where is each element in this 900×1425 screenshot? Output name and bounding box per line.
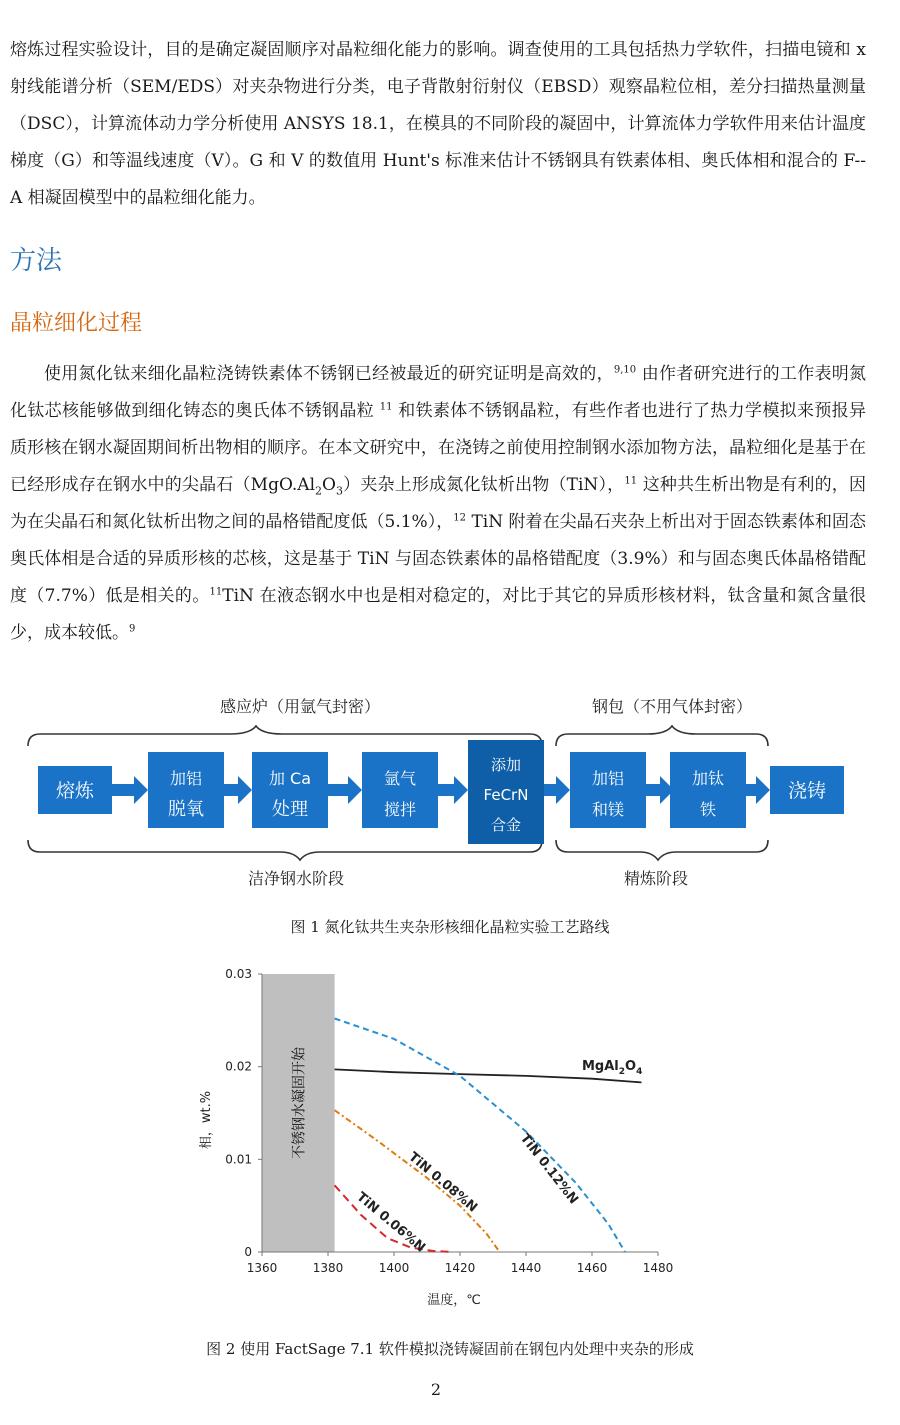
brace-top-right <box>556 726 768 746</box>
svg-text:添加: 添加 <box>490 756 522 774</box>
step-al-mg <box>570 752 646 828</box>
svg-text:加钛: 加钛 <box>691 769 725 788</box>
step-al-deoxidation <box>148 752 224 828</box>
subsection-heading: 晶粒细化过程 <box>10 311 143 336</box>
body-text: TiN 附着在尖晶石夹杂上析出对于固态铁素体和固态奥氏体相是合适的异质形核的芯核，这是基于 TiN 与固态铁素体的晶格错配度（3.9%）和与固态奥氏体晶格错配度（7.7%）低是相关的。 <box>10 512 866 606</box>
flow-arrow <box>438 776 468 804</box>
citation: 11 <box>209 586 223 598</box>
x-tick-label: 1460 <box>576 1261 608 1275</box>
flow-arrow <box>328 776 362 804</box>
group-label-induction-furnace: 感应炉（用氩气封密） <box>219 697 381 716</box>
series-label-mgal2o4: $MgAl_2O_4$ <box>582 1059 643 1077</box>
citation: 9,10 <box>613 364 637 376</box>
subscript: 2 <box>315 484 323 498</box>
body-text: TiN 在液态钢水中也是相对稳定的，对比于其它的异质形核材料，钛含量和氮含量很少，成本较低。 <box>10 586 866 643</box>
svg-text:处理: 处理 <box>272 799 308 820</box>
band-label: 不锈钢水凝固开始 <box>291 1047 308 1159</box>
citation: 12 <box>453 512 467 524</box>
y-tick-label: 0 <box>244 1245 252 1259</box>
intro-paragraph <box>10 32 866 217</box>
citation: 11 <box>624 475 638 487</box>
flow-arrow <box>112 776 148 804</box>
svg-text:脱氧: 脱氧 <box>168 799 204 820</box>
step-ca-treatment <box>252 752 328 828</box>
brace-bottom-left <box>28 840 542 860</box>
svg-text:搅拌: 搅拌 <box>383 800 417 819</box>
x-tick-label: 1480 <box>642 1261 674 1275</box>
svg-text:FeCrN: FeCrN <box>483 786 529 804</box>
y-tick-label: 0.01 <box>225 1152 252 1167</box>
body-text: 使用氮化钛来细化晶粒浇铸铁素体不锈钢已经被最近的研究证明是高效的， <box>44 364 614 384</box>
brace-top-left <box>28 726 542 746</box>
process-flow-diagram <box>0 690 900 900</box>
series-label-tin-006: TiN 0.06%N <box>353 1189 428 1256</box>
flow-arrow <box>544 776 570 804</box>
body-text: 和铁素体不锈钢晶粒，有些作者也进行了热力学模拟来预报异质形核在钢水凝固期间析出物相的顺序。在本文研究中，在浇铸之前使用控制钢水添加物方法，晶粒细化是基于在已经形成存在钢水中的尖晶石（MgO.Al <box>10 401 866 495</box>
step-casting <box>770 766 844 814</box>
svg-text:加 Ca: 加 Ca <box>268 769 312 788</box>
svg-text:浇铸: 浇铸 <box>787 780 827 802</box>
x-tick-label: 1420 <box>444 1261 476 1275</box>
y-tick-label: 0.03 <box>225 967 252 981</box>
svg-text:熔炼: 熔炼 <box>55 780 95 802</box>
section-heading: 方法 <box>10 246 63 276</box>
series-label-tin-008: TiN 0.08%N <box>405 1149 480 1216</box>
body-text: O <box>322 475 336 495</box>
group-label-refining: 精炼阶段 <box>623 869 689 888</box>
flow-arrow <box>646 776 674 804</box>
x-tick-label: 1400 <box>378 1261 410 1275</box>
body-text: ）夹杂上形成氮化钛析出物（TiN）， <box>342 475 625 495</box>
svg-text:合金: 合金 <box>490 816 522 834</box>
flow-arrow <box>746 776 770 804</box>
body-paragraph <box>10 356 866 652</box>
citation: 9 <box>129 623 136 635</box>
y-axis-label: 相，wt.% <box>199 1090 214 1150</box>
body-text: 这种共生析出物是有利的，因为在尖晶石和氮化钛析出物之间的晶格错配度低（5.1%）， <box>10 475 866 532</box>
x-tick-label: 1440 <box>510 1261 542 1275</box>
step-ti-fe <box>670 752 746 828</box>
x-tick-label: 1380 <box>312 1261 344 1275</box>
series-label-tin-012: TiN 0.12%N <box>516 1131 581 1208</box>
brace-bottom-right <box>556 840 768 860</box>
phase-chart <box>180 960 720 1320</box>
page-number: 2 <box>430 1380 442 1399</box>
figure1-caption: 图 1 氮化钛共生夹杂形核细化晶粒实验工艺路线 <box>290 918 610 936</box>
x-tick-label: 1360 <box>246 1261 278 1275</box>
group-label-clean-steel: 洁净钢水阶段 <box>247 869 345 888</box>
intro-text: 熔炼过程实验设计，目的是确定凝固顺序对晶粒细化能力的影响。调查使用的工具包括热力学软件，扫描电镜和 x 射线能谱分析（SEM/EDS）对夹杂物进行分类，电子背散射衍射仪（EBSD）观察晶粒位相，差分扫描热量测量（DSC），计算流体动力学分析使用 ANSYS 18.1，在模具的不同阶段的凝固中，计算流体力学软件用来估计温度梯度（G）和等温线速度（V）。G 和 V 的数值用 Hunt's 标准来估计不锈钢具有铁素体相、奥氏体相和混合的 F--A 相凝固模型中的晶粒细化能力。 <box>10 40 866 208</box>
svg-text:铁: 铁 <box>699 800 717 819</box>
series-line-2 <box>335 1110 500 1252</box>
svg-text:氩气: 氩气 <box>383 769 417 788</box>
body-text: 由作者研究进行的工作表明氮化钛芯核能够做到细化铸态的奥氏体不锈钢晶粒 <box>10 364 866 421</box>
subscript: 3 <box>335 484 343 498</box>
y-tick-label: 0.02 <box>225 1059 252 1074</box>
group-label-ladle: 钢包（不用气体封密） <box>591 697 753 716</box>
citation: 11 <box>379 401 393 413</box>
step-melting <box>38 766 112 814</box>
flow-arrow <box>224 776 252 804</box>
figure2-caption: 图 2 使用 FactSage 7.1 软件模拟浇铸凝固前在钢包内处理中夹杂的形成 <box>206 1340 694 1358</box>
step-argon-stirring <box>362 752 438 828</box>
svg-text:加铝: 加铝 <box>169 769 203 788</box>
step-add-fecrn <box>468 740 544 844</box>
x-axis-label: 温度，℃ <box>427 1293 481 1308</box>
svg-text:和镁: 和镁 <box>591 800 625 819</box>
svg-text:加铝: 加铝 <box>591 769 625 788</box>
